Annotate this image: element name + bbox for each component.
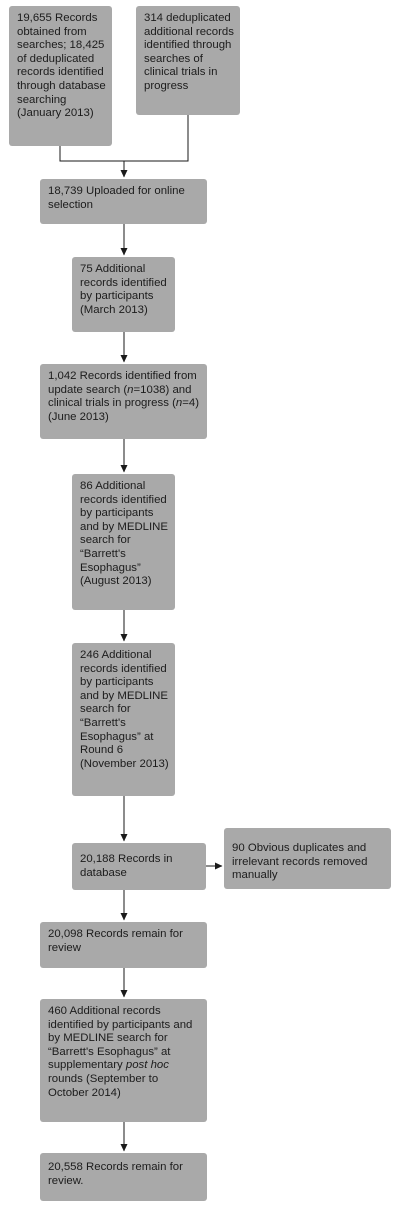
box-database-text: 20,188 Records in database [80, 853, 176, 879]
box-march-text: 75 Additional records identified by participants (March 2013) [80, 263, 170, 316]
box-duplicates-removed [224, 828, 391, 889]
box-uploaded [40, 179, 207, 224]
box-records-searches-text: 19,655 Records obtained from searches; 18,425 of deduplicated records identified through database searching (January 2013) [17, 12, 109, 120]
box-june [40, 364, 207, 439]
box-march [72, 257, 175, 332]
box-remain-review-text: 20,098 Records remain for review [48, 928, 187, 954]
box-supplementary-text-2: rounds (September to October 2014) [48, 1059, 173, 1099]
box-trials-records [136, 6, 240, 115]
box-june-text-1: 1,042 Records identified from update search ( [48, 370, 200, 396]
box-august-text: 86 Additional records identified by participants and by MEDLINE search for “Barrett's Esophagus” (August 2013) [80, 480, 172, 588]
box-june-text-2: =1038) and clinical trials in progress ( [48, 383, 195, 410]
box-final-text: 20,558 Records remain for review. [48, 1161, 187, 1187]
box-june-n-2: n [175, 397, 183, 410]
connector-top-left [60, 146, 124, 161]
box-uploaded-text: 18,739 Uploaded for online selection [48, 185, 188, 211]
box-trials-records-text: 314 deduplicated additional records identified through searches of clinical trials in progress [144, 12, 238, 92]
box-november-text: 246 Additional records identified by participants and by MEDLINE search for “Barrett's Esophagus” at Round 6 (November 2013) [80, 649, 172, 770]
box-remain-review [40, 922, 207, 968]
connector-top-right [124, 115, 188, 161]
box-supplementary-italic: post hoc [125, 1059, 169, 1072]
box-records-searches [9, 6, 112, 146]
box-june-n-1: n [127, 383, 134, 396]
box-supplementary [40, 999, 207, 1122]
box-august [72, 474, 175, 610]
box-november [72, 643, 175, 796]
box-final [40, 1153, 207, 1201]
box-june-text-3: =4) (June 2013) [48, 397, 203, 423]
box-database [72, 843, 206, 890]
box-duplicates-removed-text: 90 Obvious duplicates and irrelevant records removed manually [232, 842, 371, 882]
box-supplementary-text-1: 460 Additional records identified by participants and by MEDLINE search for “Barrett's Esophagus” at supplementary [48, 1005, 196, 1072]
